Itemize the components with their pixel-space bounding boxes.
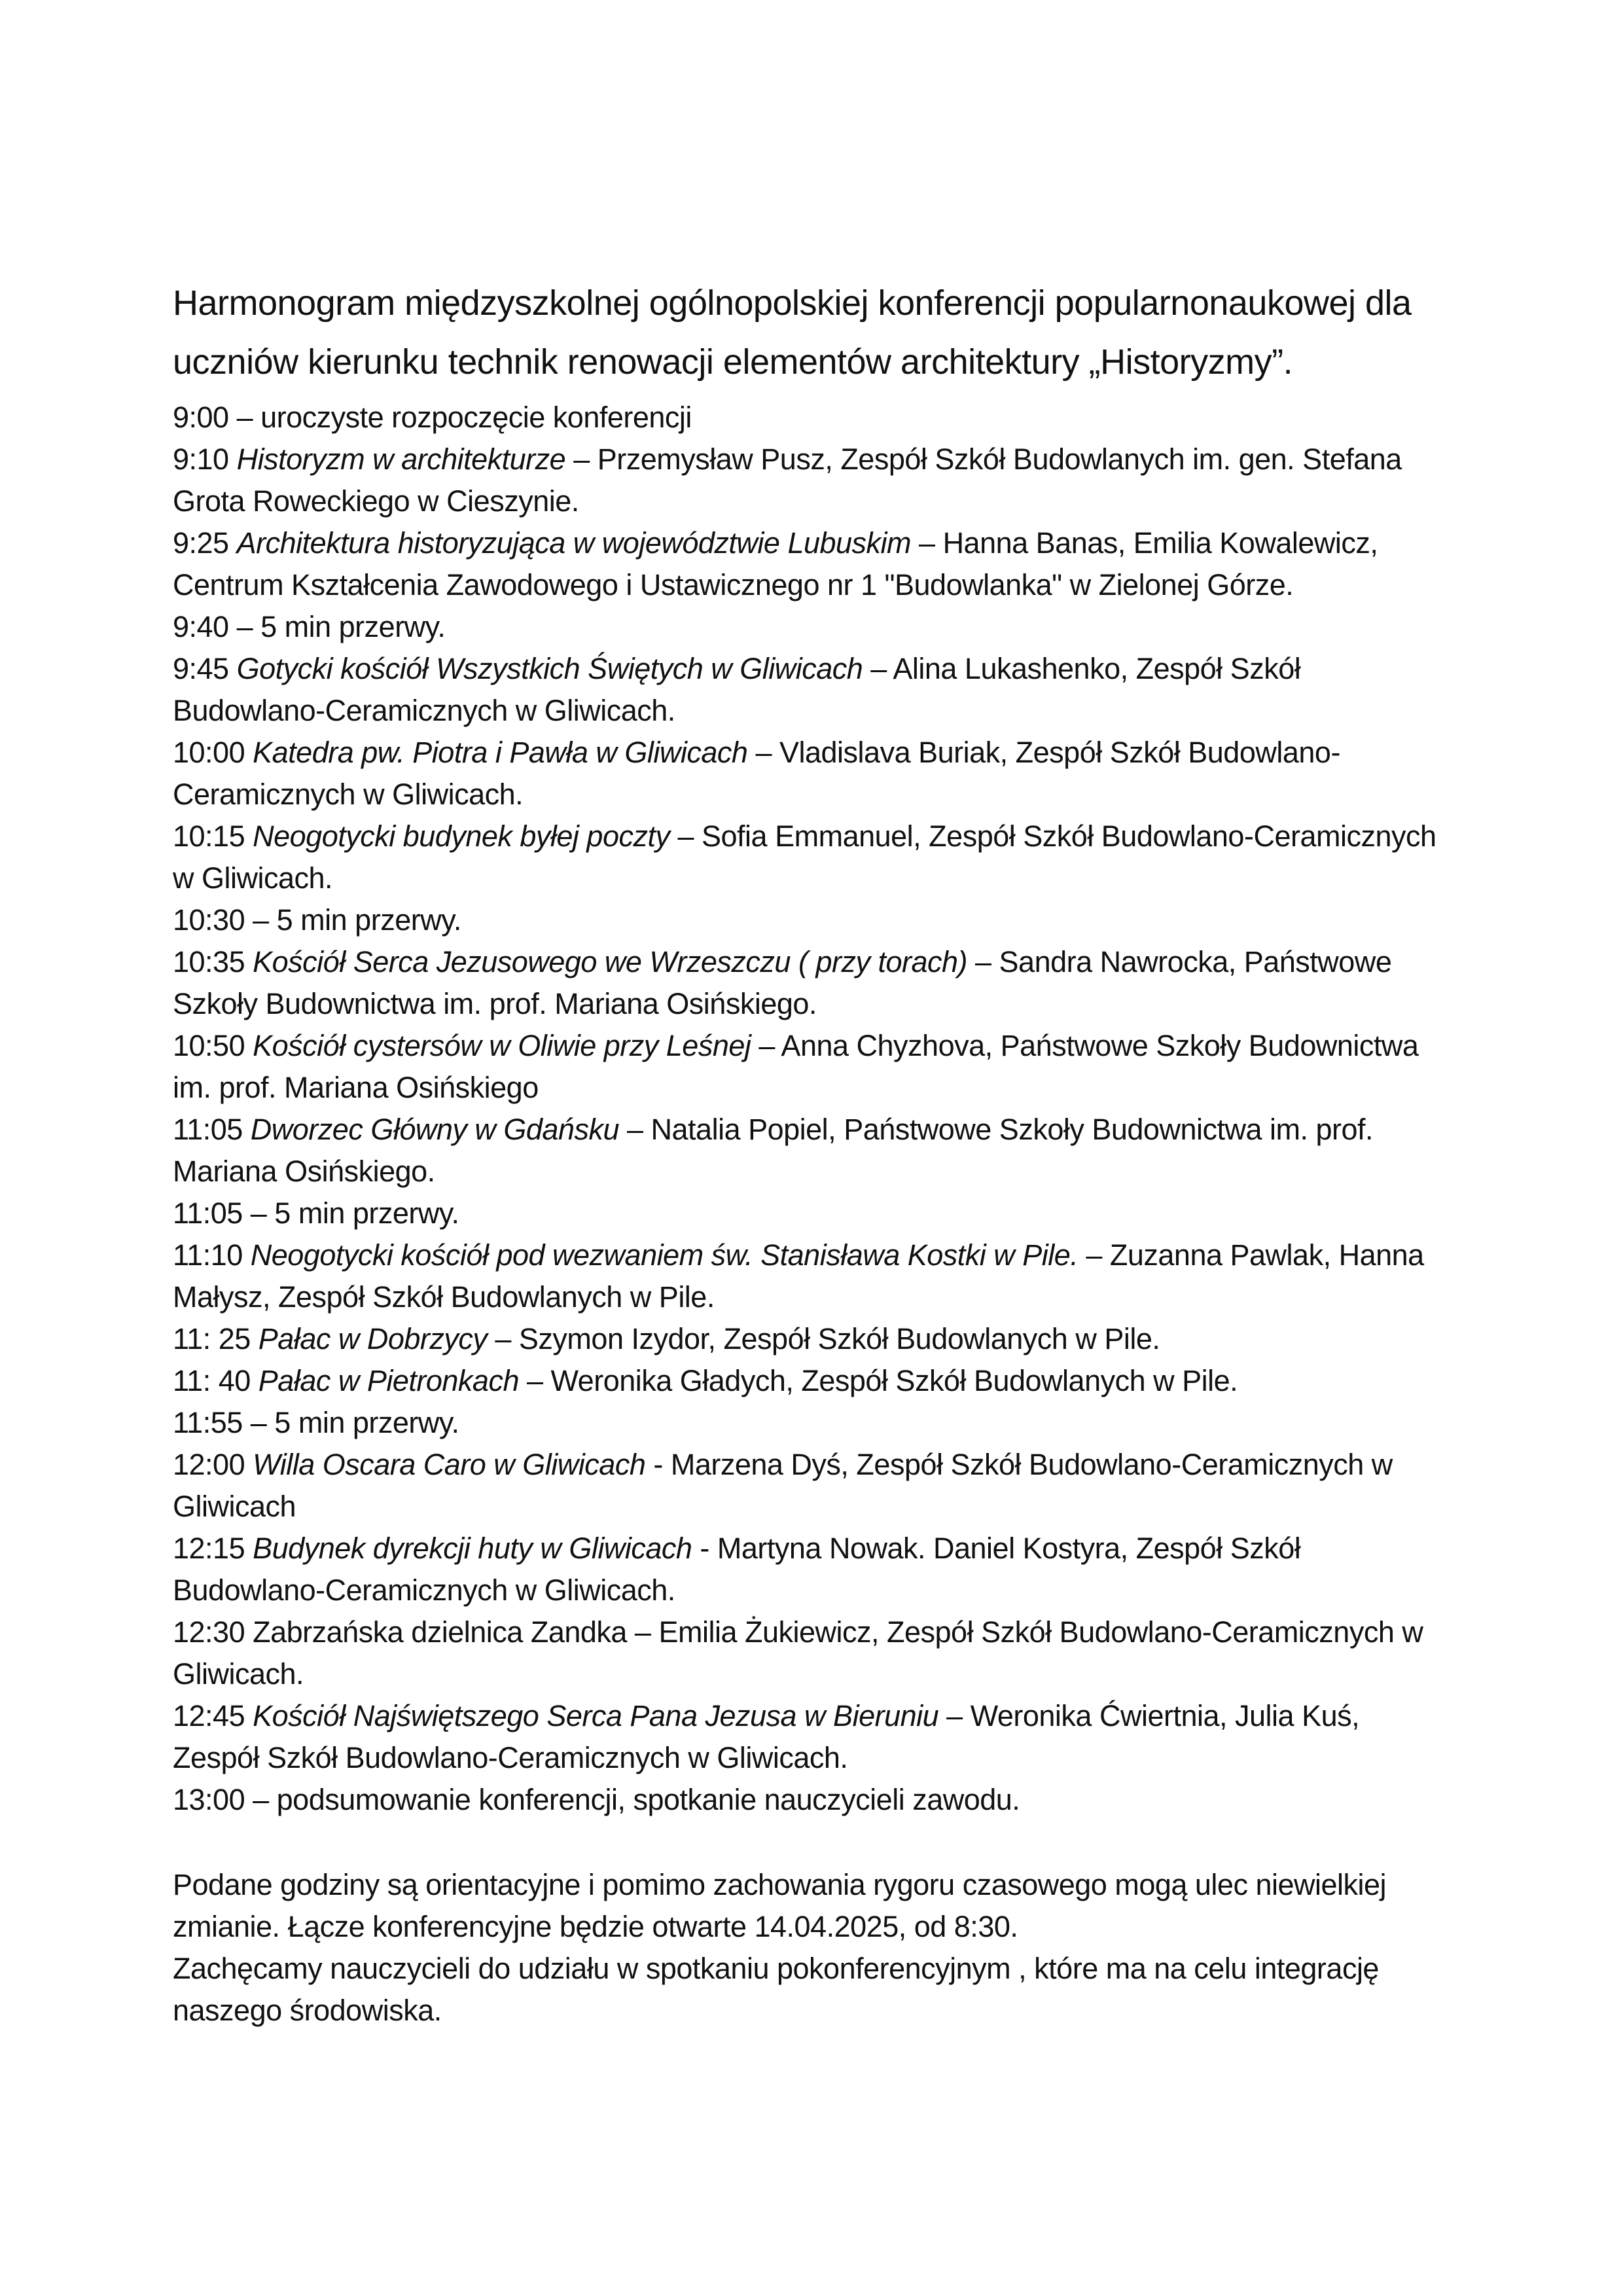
schedule-entry: [173, 522, 1450, 606]
schedule-entry: [173, 648, 1450, 732]
entry-title-italic: Gotycki kościół Wszystkich Świętych w Gliwicach: [236, 652, 863, 685]
entry-title-italic: Budynek dyrekcji huty w Gliwicach: [253, 1532, 692, 1565]
schedule-entry: [173, 397, 1450, 439]
entry-title-italic: Willa Oscara Caro w Gliwicach: [253, 1448, 646, 1481]
footer-notes: [173, 1864, 1450, 2032]
entry-time-text: 12:15: [173, 1532, 253, 1565]
entry-title-italic: Kościół cystersów w Oliwie przy Leśnej: [253, 1029, 751, 1062]
entry-time-text: 11:55 – 5 min przerwy.: [173, 1406, 459, 1439]
schedule-entry: [173, 816, 1450, 899]
entry-time-text: 11:05: [173, 1113, 251, 1146]
schedule-entry: [173, 1528, 1450, 1611]
page-title: Harmonogram międzyszkolnej ogólnopolskiej konferencji popularnonaukowej dla uczniów kierunku technik renowacji elementów architektury „Historyzmy”.: [173, 283, 1412, 382]
entry-details-text: – Sofia Emmanuel, Zespół Szkół Budowlano-Ceramicznych w Gliwicach.: [173, 819, 1436, 895]
entry-time-text: 13:00 – podsumowanie konferencji, spotkanie nauczycieli zawodu.: [173, 1783, 1020, 1816]
schedule-entry: [173, 1444, 1450, 1528]
schedule-entry: [173, 1779, 1450, 1821]
note-paragraph-invitation: Zachęcamy nauczycieli do udziału w spotkaniu pokonferencyjnym , które ma na celu integrację naszego środowiska.: [173, 1952, 1379, 2027]
schedule-entry: [173, 1109, 1450, 1193]
entry-title-italic: Kościół Najświętszego Serca Pana Jezusa w Bieruniu: [253, 1699, 939, 1732]
entry-time-text: 11:10: [173, 1238, 251, 1272]
entry-details-text: – Anna Chyzhova, Państwowe Szkoły Budownictwa im. prof. Mariana Osińskiego: [173, 1029, 1419, 1104]
entry-time-text: 9:10: [173, 442, 237, 476]
schedule-entry: [173, 1695, 1450, 1779]
entry-details-text: – Hanna Banas, Emilia Kowalewicz, Centrum Kształcenia Zawodowego i Ustawicznego nr 1 "Budowlanka" w Zielonej Górze.: [173, 526, 1378, 601]
entry-time-text: 11: 25: [173, 1322, 259, 1355]
entry-title-italic: Neogotycki kościół pod wezwaniem św. Stanisława Kostki w Pile.: [250, 1238, 1079, 1272]
schedule-entry: [173, 1360, 1450, 1402]
entry-title-italic: Katedra pw. Piotra i Pawła w Gliwicach: [253, 736, 748, 769]
entry-title-italic: Architektura historyzująca w województwie Lubuskim: [236, 526, 912, 560]
entry-time-text: 11: 40: [173, 1364, 259, 1397]
entry-time-text: 9:00 – uroczyste rozpoczęcie konferencji: [173, 401, 692, 434]
schedule-entry: [173, 732, 1450, 816]
entry-details-text: - Marzena Dyś, Zespół Szkół Budowlano-Ceramicznych w Gliwicach: [173, 1448, 1393, 1523]
entry-title-italic: Dworzec Główny w Gdańsku: [250, 1113, 619, 1146]
entry-time-text: 12:45: [173, 1699, 253, 1732]
entry-time-text: 9:25: [173, 526, 237, 560]
entry-time-text: 10:00: [173, 736, 253, 769]
schedule-entry: [173, 606, 1450, 648]
entry-time-text: 9:40 – 5 min przerwy.: [173, 610, 446, 643]
schedule-entry: [173, 1611, 1450, 1695]
entry-title-italic: Pałac w Pietronkach: [258, 1364, 519, 1397]
entry-time-text: 10:30 – 5 min przerwy.: [173, 903, 461, 937]
note-paragraph-timing: Podane godziny są orientacyjne i pomimo zachowania rygoru czasowego mogą ulec niewielkiej zmianie. Łącze konferencyjne będzie otwarte 14.04.2025, od 8:30.: [173, 1868, 1387, 1943]
entry-title-italic: Pałac w Dobrzycy: [258, 1322, 488, 1355]
entry-time-text: 10:35: [173, 945, 253, 978]
entry-time-text: 12:00: [173, 1448, 253, 1481]
entry-title-italic: Neogotycki budynek byłej poczty: [253, 819, 670, 853]
entry-time-text: 11:05 – 5 min przerwy.: [173, 1196, 459, 1230]
entry-details-text: - Martyna Nowak. Daniel Kostyra, Zespół Szkół Budowlano-Ceramicznych w Gliwicach.: [173, 1532, 1301, 1607]
entry-time-text: 12:30 Zabrzańska dzielnica Zandka – Emilia Żukiewicz, Zespół Szkół Budowlano-Ceramicznych w Gliwicach.: [173, 1615, 1423, 1691]
entry-title-italic: Kościół Serca Jezusowego we Wrzeszczu ( przy torach): [253, 945, 968, 978]
schedule-entry: [173, 899, 1450, 941]
entry-details-text: – Zuzanna Pawlak, Hanna Małysz, Zespół Szkół Budowlanych w Pile.: [173, 1238, 1424, 1314]
entry-details-text: – Weronika Ćwiertnia, Julia Kuś, Zespół Szkół Budowlano-Ceramicznych w Gliwicach.: [173, 1699, 1360, 1774]
entry-details-text: – Sandra Nawrocka, Państwowe Szkoły Budownictwa im. prof. Mariana Osińskiego.: [173, 945, 1392, 1020]
entry-details-text: – Alina Lukashenko, Zespół Szkół Budowlano-Ceramicznych w Gliwicach.: [173, 652, 1301, 727]
entry-details-text: – Przemysław Pusz, Zespół Szkół Budowlanych im. gen. Stefana Grota Roweckiego w Cieszynie.: [173, 442, 1402, 518]
entry-details-text: – Weronika Gładych, Zespół Szkół Budowlanych w Pile.: [518, 1364, 1238, 1397]
entry-time-text: 9:45: [173, 652, 237, 685]
schedule-entry: [173, 1193, 1450, 1234]
entry-details-text: – Szymon Izydor, Zespół Szkół Budowlanych w Pile.: [487, 1322, 1160, 1355]
entry-title-italic: Historyzm w architekturze: [236, 442, 566, 476]
entry-details-text: – Vladislava Buriak, Zespół Szkół Budowlano-Ceramicznych w Gliwicach.: [173, 736, 1340, 811]
entry-time-text: 10:50: [173, 1029, 253, 1062]
schedule-entry: [173, 1318, 1450, 1360]
entry-details-text: – Natalia Popiel, Państwowe Szkoły Budownictwa im. prof. Mariana Osińskiego.: [173, 1113, 1374, 1188]
schedule-entry: [173, 439, 1450, 522]
schedule-entry: [173, 941, 1450, 1025]
schedule-entry: [173, 1402, 1450, 1444]
schedule-list: [173, 397, 1450, 1821]
entry-time-text: 10:15: [173, 819, 253, 853]
schedule-entry: [173, 1234, 1450, 1318]
schedule-entry: [173, 1025, 1450, 1109]
